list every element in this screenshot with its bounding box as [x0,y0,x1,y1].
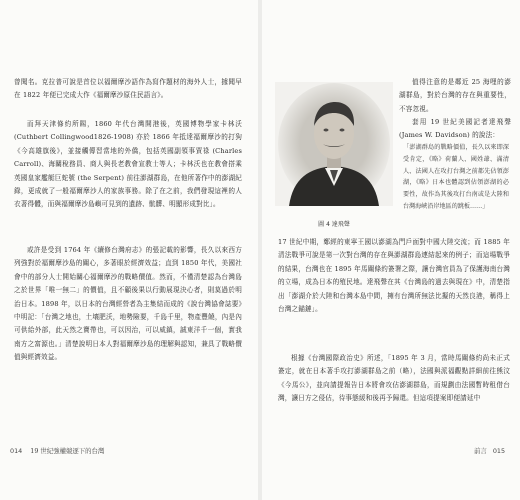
right-paragraph-1: 值得注意的是鄰近 25 海哩的澎湖群島，對於台灣的存在與重要性，不容忽視。 [399,78,511,113]
photo-caption: 圖 4 達飛聲 [318,221,350,228]
right-running-title: 前言 [474,447,487,455]
right-paragraph-2: 套用 19 世紀美國記者達飛聲 (James W. Davidson) 的說法： [399,118,511,140]
left-paragraph-3: 或許是受到 1764 年《續修台灣府志》的張記載的影響，長久以來西方列強對於福爾摩沙島的關心，多著眼於經濟效益；直到 1850 年代，美國社會中的部分人士開始關心福爾摩沙的戰略價值。然而，不僅清楚認為台灣島之於世界「唯一無二」的價值，且不顧後果以行動展現決心者，則莫過於明治日本。1898 年，以日本的台灣經營者為主集結而成的《說台灣協會誌要》中明記：「台灣之地也，土壤肥沃，地勢險要，千島千里，物產豐饒，內是內可供給外部，此天然之寶帶也，可以因治，可以威鎮，誠東洋千一個，實我南方之富源也。」清楚說明日本人對福爾摩沙島的理解與認知，兼具了戰略價值與經濟效益。 [14,246,242,362]
left-paragraph-1: 曾聞名。克拉普可說是首位以福爾摩沙語作為寫作題材的海外人士，據聞早在 1822 年便已完成大作《福爾摩沙原住民語言》。 [14,78,242,100]
left-folio [10,446,104,455]
right-page-number: 015 [492,447,506,455]
left-page-number: 014 [10,447,23,455]
left-running-title: 19 世紀強權競逐下的台灣 [30,447,105,455]
davidson-quote: 「澎湖群島的戰略價值，長久以來即深受肯定，《略》荷蘭人、國姓爺、滿清人、法國人在攻打台灣之前都先佔領澎湖，《略》日本也體認到佔領澎湖的必要性，故作為其後攻打台南或是大陸和台灣海峽沿岸地區的跳板……」 [403,144,509,210]
left-paragraph-2: 而拜天津條約所賜，1860 年代台灣開港後，英國博物學家卡林沃 (Cuthbert Collingwood1826-1908) 亦於 1866 年抵達福爾摩沙的打狗《今高雄旗後》，並接觸傳習當地的外僑，包括英國副領事賈祿 (Charles Carroll)、海關稅務員、商人與長老教會宣教士等人；卡林沃也在教會搭乘英國皇家艦艇巨蛇號 (the Serpent) 前往澎湖群島，在他所著作中的澎湖紀錄，更成就了一般福爾摩沙人的家族事務。除了在之前，我們發現這裡的人衣著得體，而與福爾摩沙島嶼可見到的遺跡、骯髒、明顯形成對比」。 [14,120,242,209]
portrait-image [275,82,393,206]
right-paragraph-4: 根據《台灣國際政治史》所述，「1895 年 3 月，當時馬關條約尚未正式簽定，就在日本著手攻打澎湖群島之前（略），法國與派福觀點詳細前往熊汶《今馬公》，並向請提報告日本將會攻佔澎湖群島，而規劃由法國暫時租借台灣，讓日方之侵佔，待事態緩和後再予歸還。但這項提案即便請延中 [278,354,510,403]
portrait-photo [275,82,393,206]
right-paragraph-3: 17 世紀中期，鄭經的東寧王國以澎湖為門戶面對中國大陸交流；而 1885 年清法戰爭可說是第一次對台灣的存在與澎湖群島連結起來的例子；而這場戰爭的結果，台灣也在 1895 年馬關條約簽署之際，讓台灣官員為了保護海南台灣的立場，成為日本的殖民地。達飛聲在其《台灣島的過去與現在》中，清楚指出「澎湖介於大陸和台灣本島中間，擁有台灣所無法比擬的天然良港，稱得上台灣之錨鏈」。 [278,238,510,314]
right-folio [474,446,505,455]
